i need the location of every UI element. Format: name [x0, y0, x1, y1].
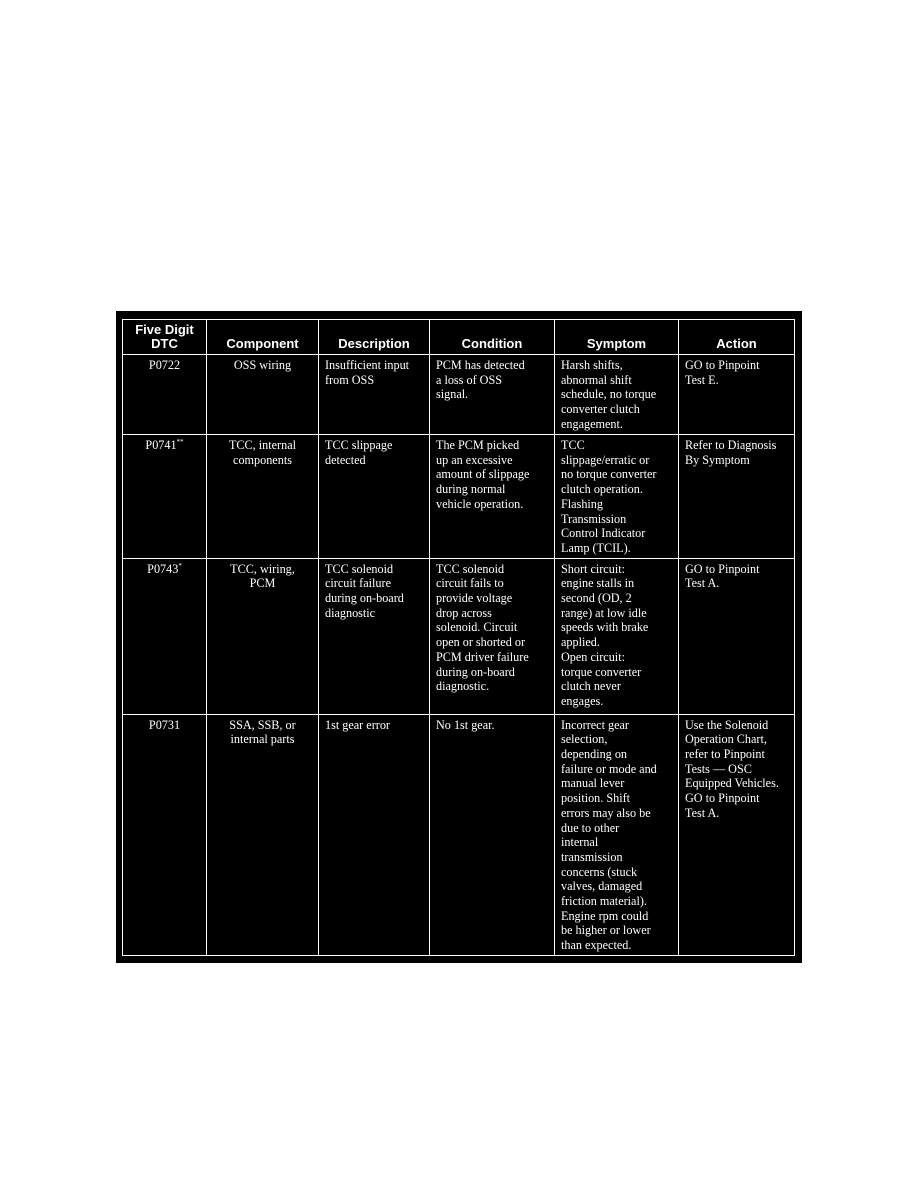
description-cell: 1st gear error	[319, 714, 430, 955]
component-cell: TCC, wiring, PCM	[207, 558, 319, 714]
header-dtc: Five Digit DTC	[123, 320, 207, 355]
symptom-cell: Harsh shifts, abnormal shift schedule, no torque converter clutch engagement.	[555, 355, 679, 435]
header-component: Component	[207, 320, 319, 355]
condition-cell: No 1st gear.	[430, 714, 555, 955]
dtc-code: P0743	[147, 561, 179, 576]
symptom-cell: TCC slippage/erratic or no torque converter clutch operation. Flashing Transmission Control Indicator Lamp (TCIL).	[555, 435, 679, 559]
table-row	[123, 355, 795, 435]
header-action: Action	[679, 320, 795, 355]
action-cell: Use the Solenoid Operation Chart, refer to Pinpoint Tests — OSC Equipped Vehicles. GO to Pinpoint Test A.	[679, 714, 795, 955]
action-cell: Refer to Diagnosis By Symptom	[679, 435, 795, 559]
description-cell: TCC slippage detected	[319, 435, 430, 559]
dtc-code-cell	[123, 714, 207, 955]
header-description: Description	[319, 320, 430, 355]
condition-cell: PCM has detected a loss of OSS signal.	[430, 355, 555, 435]
description-cell: Insufficient input from OSS	[319, 355, 430, 435]
header-symptom: Symptom	[555, 320, 679, 355]
dtc-code: P0731	[148, 717, 181, 732]
condition-cell: The PCM picked up an excessive amount of slippage during normal vehicle operation.	[430, 435, 555, 559]
dtc-code-cell	[123, 435, 207, 559]
symptom-cell: Short circuit: engine stalls in second (OD, 2 range) at low idle speeds with brake applied. Open circuit: torque converter clutch never engages.	[555, 558, 679, 714]
dtc-code-cell	[123, 558, 207, 714]
table-row	[123, 435, 795, 559]
header-condition: Condition	[430, 320, 555, 355]
table-row	[123, 714, 795, 955]
condition-cell: TCC solenoid circuit fails to provide voltage drop across solenoid. Circuit open or shorted or PCM driver failure during on-board diagnostic.	[430, 558, 555, 714]
dtc-footnote-mark: **	[176, 438, 184, 446]
header-row	[123, 320, 795, 355]
action-cell: GO to Pinpoint Test A.	[679, 558, 795, 714]
dtc-code-cell	[123, 355, 207, 435]
dtc-footnote-mark: *	[178, 561, 182, 570]
component-cell: OSS wiring	[207, 355, 319, 435]
component-cell: SSA, SSB, or internal parts	[207, 714, 319, 955]
action-cell: GO to Pinpoint Test E.	[679, 355, 795, 435]
dtc-code: P0741	[145, 438, 177, 452]
description-cell: TCC solenoid circuit failure during on-board diagnostic	[319, 558, 430, 714]
dtc-table	[122, 319, 795, 956]
dtc-code: P0722	[148, 358, 181, 372]
component-cell: TCC, internal components	[207, 435, 319, 559]
table-row	[123, 558, 795, 714]
symptom-cell: Incorrect gear selection, depending on failure or mode and manual lever position. Shift errors may also be due to other internal transmission concerns (stuck valves, damaged friction material). Engine rpm could be higher or lower than expected.	[555, 714, 679, 955]
dtc-table-panel	[116, 311, 802, 963]
